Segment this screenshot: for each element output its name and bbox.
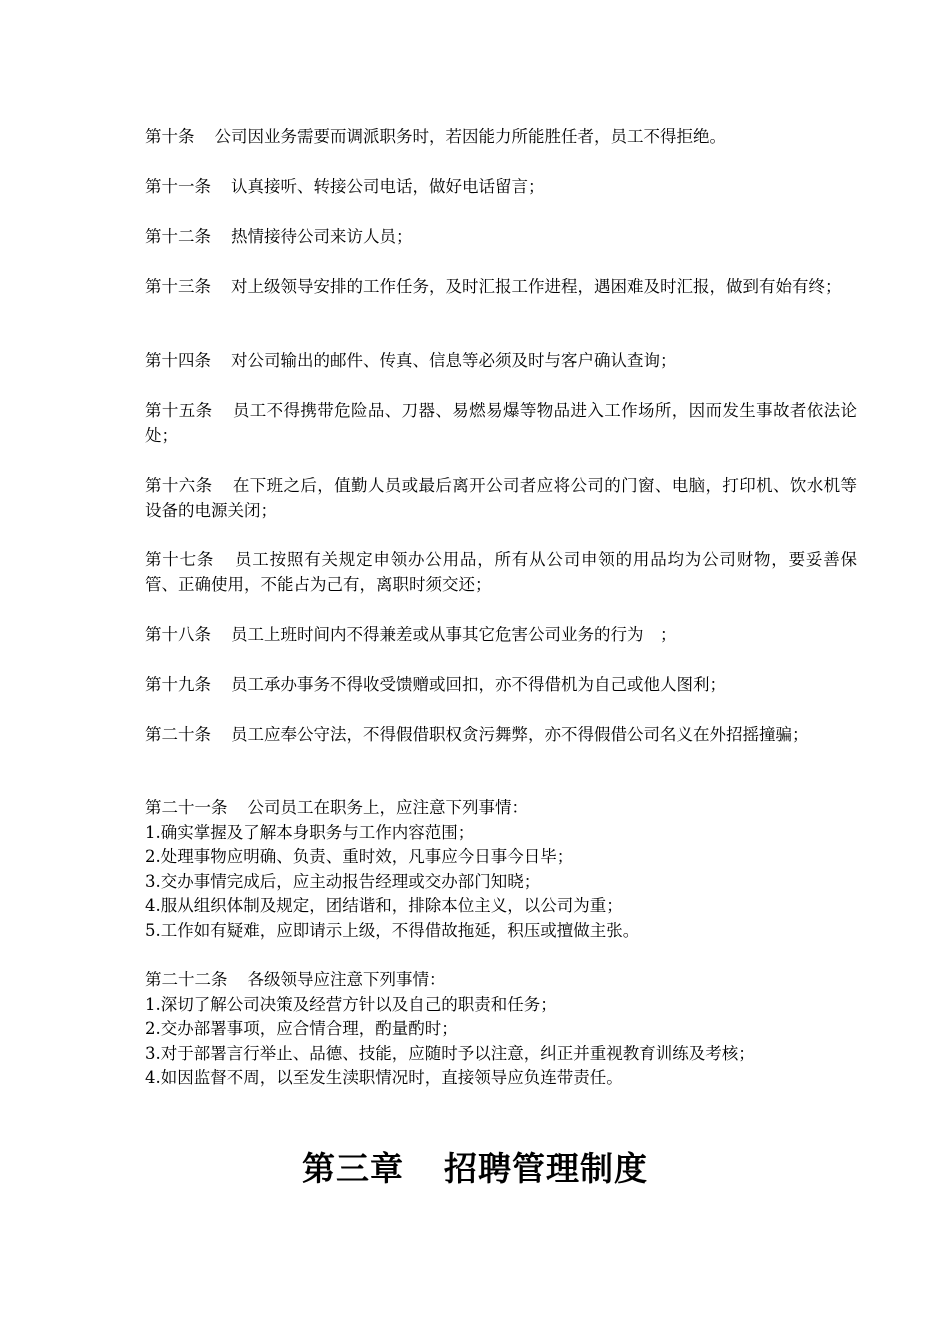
article-16 [145, 473, 857, 523]
article-label: 第十四条 [145, 351, 211, 370]
article-label: 第十七条 [145, 550, 215, 569]
list-text: 深切了解公司决策及经营方针以及自己的职责和任务； [160, 994, 557, 1014]
article-13 [145, 274, 857, 299]
article-label: 第十条 [145, 127, 195, 146]
article-text: 员工承办事务不得收受馈赠或回扣，亦不得借机为自己或他人图利； [231, 675, 726, 694]
article-text: 员工按照有关规定申领办公用品，所有从公司申领的用品均为公司财物，要妥善保管、正确使用，不能占为己有，离职时须交还； [145, 550, 858, 594]
chapter-label: 第三章 [302, 1149, 404, 1188]
list-number: 1. [145, 822, 161, 842]
list-number: 4. [145, 896, 161, 915]
list-text: 处理事物应明确、负责、重时效，凡事应今日事今日毕； [160, 847, 574, 866]
article-label: 第十一条 [145, 177, 211, 196]
article-text: 在下班之后，值勤人员或最后离开公司者应将公司的门窗、电脑，打印机、饮水机等设备的电源关闭； [145, 476, 858, 520]
article-text: 员工不得携带危险品、刀器、易燃易爆等物品进入工作场所，因而发生事故者依法论处； [145, 401, 858, 445]
article-20 [145, 722, 857, 747]
article-text: 对公司输出的邮件、传真、信息等必须及时与客户确认查询； [231, 351, 677, 370]
article-label: 第二十条 [145, 725, 211, 744]
list-text: 工作如有疑难，应即请示上级，不得借故拖延，积压或擅做主张。 [160, 920, 640, 940]
article-text: 公司员工在职务上，应注意下列事情： [247, 798, 528, 817]
article-22 [145, 968, 857, 1091]
article-label: 第十六条 [145, 476, 213, 495]
article-19 [145, 672, 857, 697]
article-17 [145, 547, 857, 597]
list-item [145, 870, 857, 895]
article-label: 第二十一条 [145, 798, 228, 817]
article-label: 第二十二条 [145, 970, 228, 989]
article-label: 第十三条 [145, 277, 211, 296]
list-item [145, 919, 857, 944]
list-number: 4. [145, 1068, 161, 1087]
list-number: 2. [145, 847, 161, 866]
article-15 [145, 398, 857, 448]
article-10 [145, 124, 857, 149]
list-text: 对于部署言行举止、品德、技能，应随时予以注意，纠正并重视教育训练及考核； [160, 1043, 755, 1063]
list-text: 交办事情完成后，应主动报告经理或交办部门知晓； [160, 871, 541, 891]
list-item [145, 1042, 857, 1067]
article-14 [145, 348, 857, 373]
article-text: 热情接待公司来访人员； [231, 227, 413, 246]
list-number: 3. [145, 871, 161, 891]
list-item [145, 993, 857, 1018]
chapter-heading [0, 1146, 950, 1192]
article-11 [145, 174, 857, 199]
list-number: 1. [145, 994, 161, 1014]
article-21 [145, 796, 857, 943]
list-number: 2. [145, 1019, 161, 1038]
article-text: 各级领导应注意下列事情： [247, 970, 446, 989]
chapter-title: 招聘管理制度 [444, 1149, 648, 1188]
article-label: 第十五条 [145, 401, 213, 420]
list-item [145, 821, 857, 846]
list-item [145, 894, 857, 919]
list-number: 3. [145, 1043, 161, 1063]
article-text: 认真接听、转接公司电话，做好电话留言； [231, 177, 545, 196]
list-item [145, 1066, 857, 1091]
list-text: 确实掌握及了解本身职务与工作内容范围； [160, 822, 475, 842]
article-label: 第十二条 [145, 227, 211, 246]
article-label: 第十九条 [145, 675, 211, 694]
list-text: 如因监督不周，以至发生渎职情况时，直接领导应负连带责任。 [160, 1068, 623, 1087]
article-12 [145, 224, 857, 249]
article-text: 公司因业务需要而调派职务时，若因能力所能胜任者，员工不得拒绝。 [214, 127, 726, 146]
list-number: 5. [145, 920, 161, 940]
list-item [145, 1017, 857, 1042]
list-text: 交办部署事项，应合情合理，酌量酌时； [160, 1019, 458, 1038]
article-label: 第十八条 [145, 625, 211, 644]
list-text: 服从组织体制及规定，团结谐和，排除本位主义，以公司为重； [160, 896, 623, 915]
article-text: 对上级领导安排的工作任务，及时汇报工作进程，遇困难及时汇报，做到有始有终； [231, 277, 842, 296]
article-text: 员工应奉公守法，不得假借职权贪污舞弊，亦不得假借公司名义在外招摇撞骗； [231, 725, 809, 744]
article-text: 员工上班时间内不得兼差或从事其它危害公司业务的行为 ； [231, 625, 677, 644]
list-item [145, 845, 857, 870]
article-18 [145, 622, 857, 647]
